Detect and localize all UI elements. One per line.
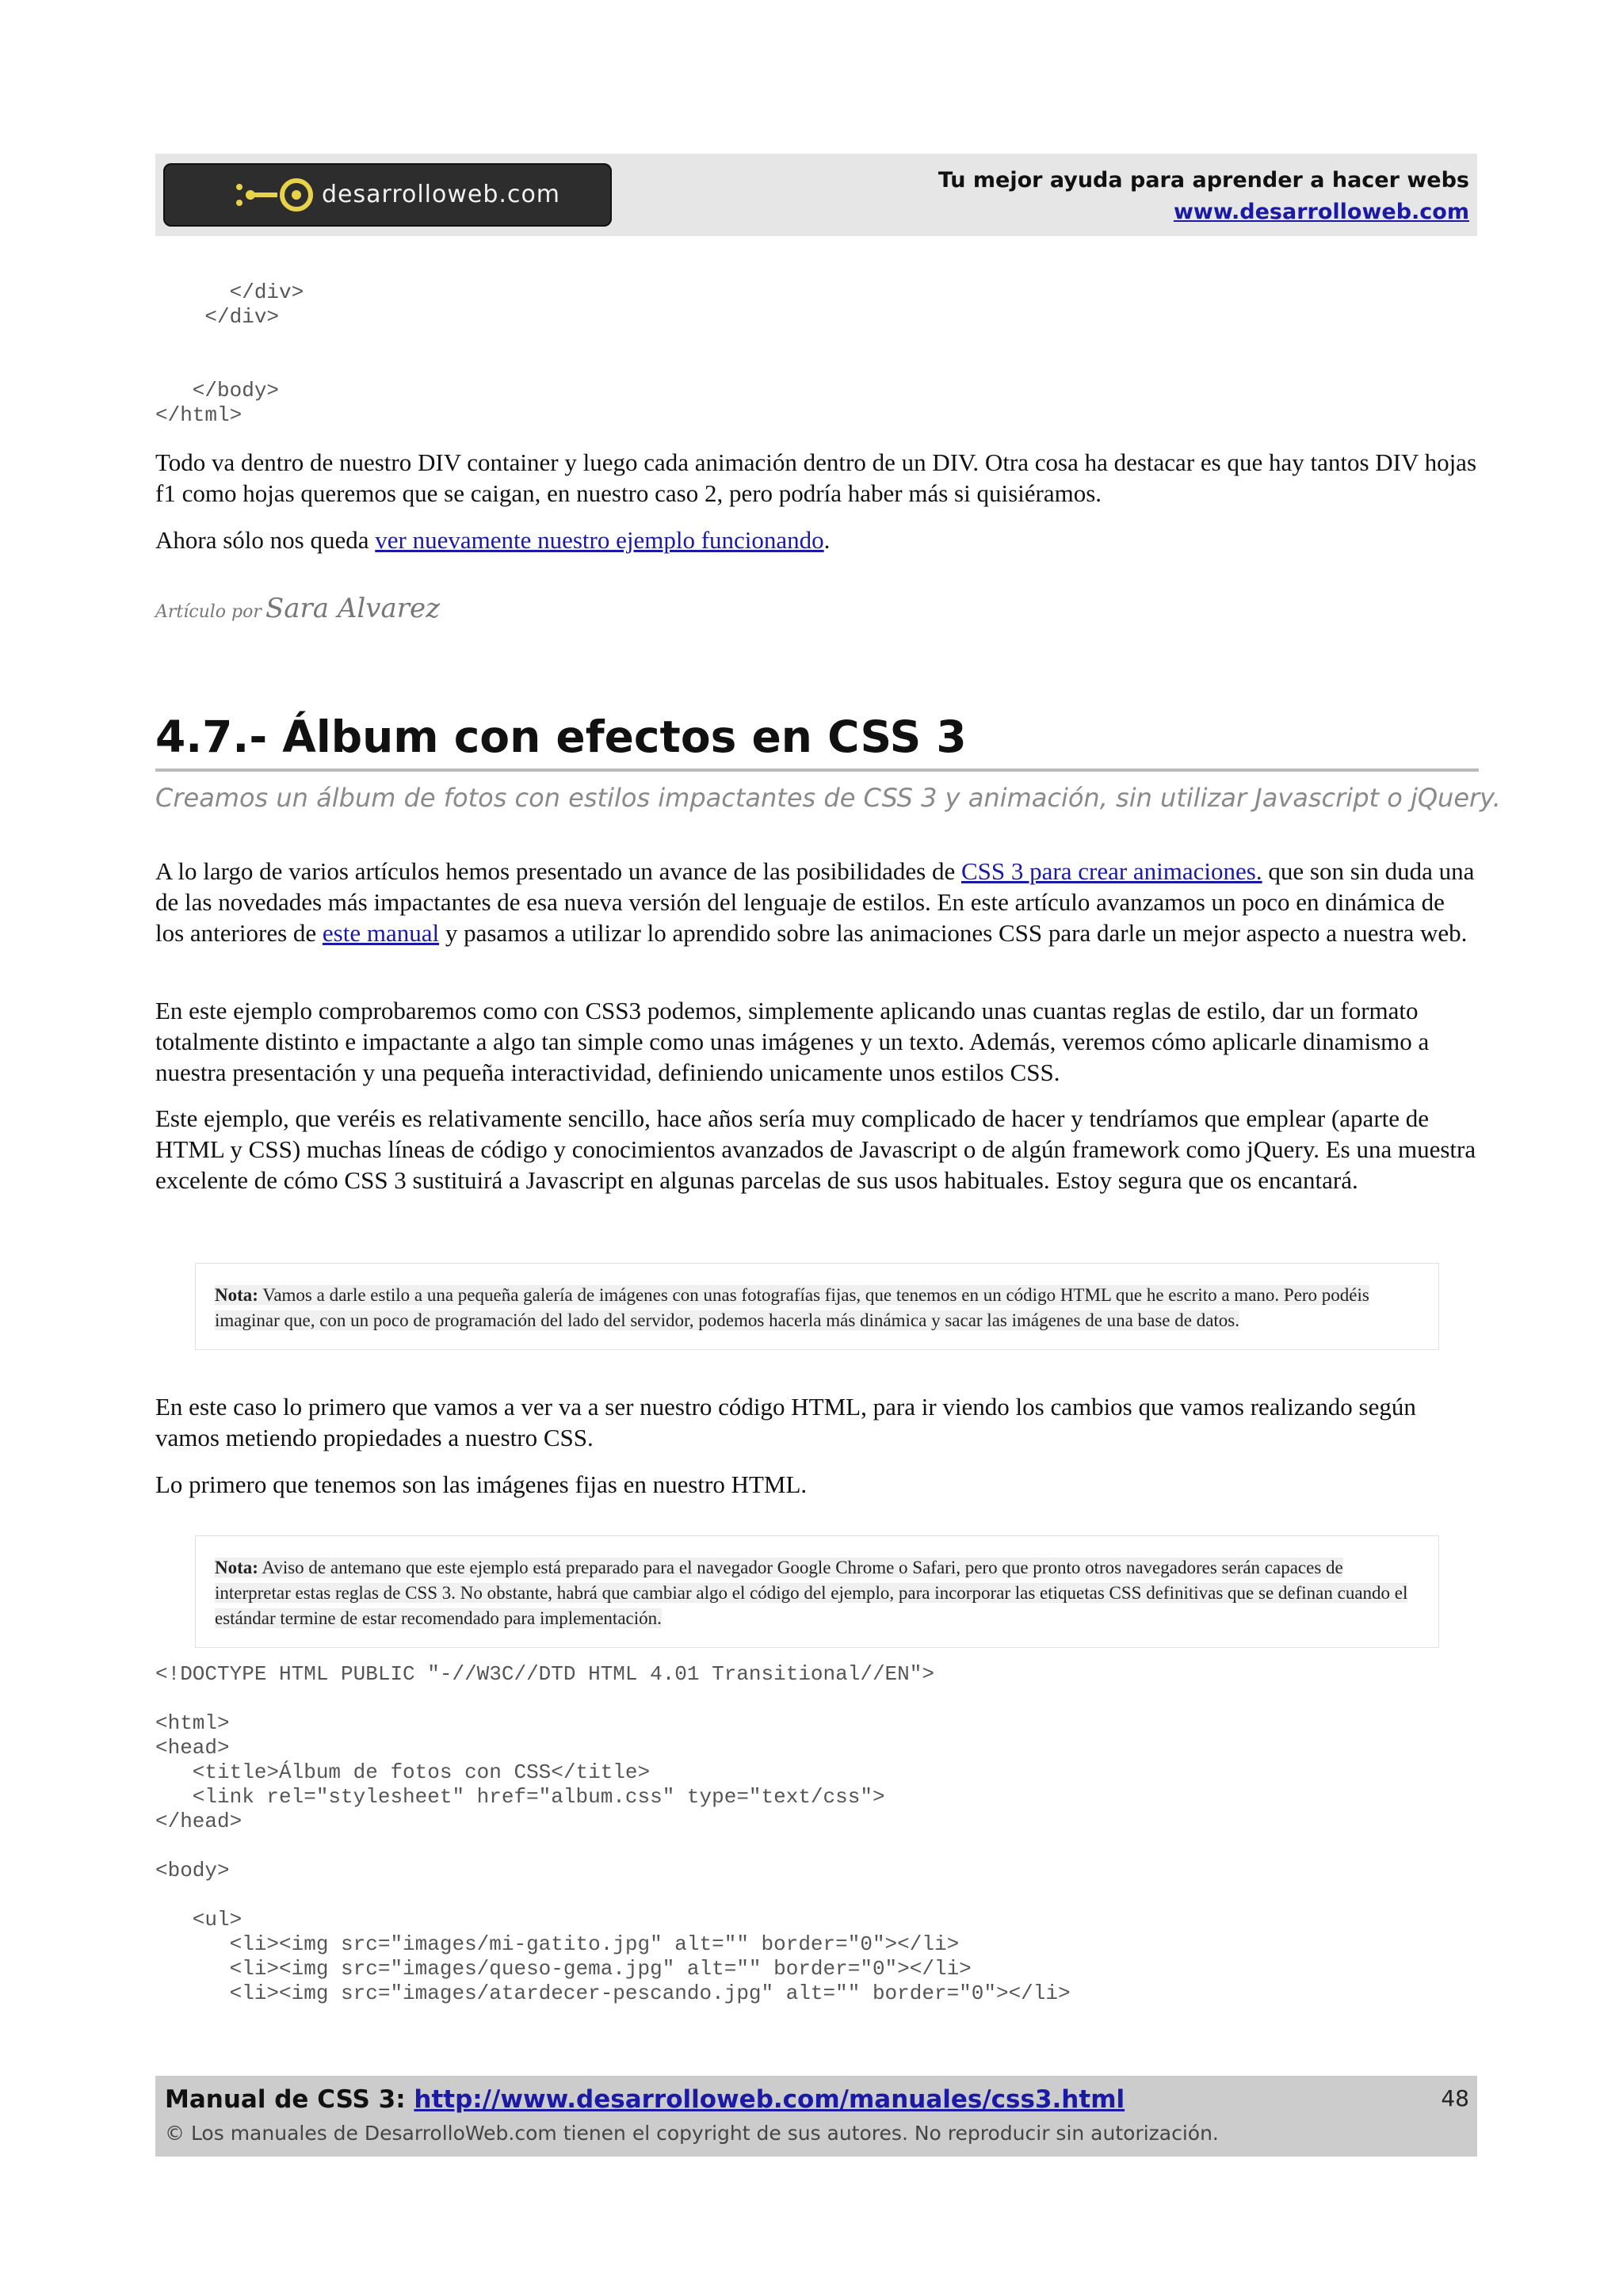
paragraph: Lo primero que tenemos son las imágenes fijas en nuestro HTML. <box>155 1470 808 1498</box>
code-snippet-top: </div> </div> </body> </html> <box>155 280 304 427</box>
footer-manual-link[interactable]: http://www.desarrolloweb.com/manuales/css3.html <box>414 2085 1125 2114</box>
section-title: 4.7.- Álbum con efectos en CSS 3 <box>155 711 967 762</box>
text: . <box>823 526 831 554</box>
logo-text: desarrolloweb.com <box>322 181 561 208</box>
footer-title-prefix: Manual de CSS 3: <box>165 2085 414 2114</box>
header-tagline <box>938 165 1469 228</box>
page-header <box>155 154 1477 236</box>
page-footer <box>155 2076 1477 2157</box>
manual-link[interactable]: este manual <box>322 919 440 947</box>
page-number: 48 <box>1441 2085 1469 2111</box>
note-label: Nota: <box>215 1558 258 1577</box>
byline-author: Sara Alvarez <box>265 593 441 624</box>
footer-title <box>165 2085 1125 2114</box>
article-byline <box>155 593 440 624</box>
note-body: Vamos a darle estilo a una pequeña galería de imágenes con unas fotografías fijas, que tenemos en un código HTML que he escrito a mano. Pero podéis imaginar que, con un poco de programación del lado del servidor, podemos hacerla más dinámica y sacar las imágenes de una base de datos. <box>215 1285 1369 1330</box>
text: y pasamos a utilizar lo aprendido sobre las animaciones CSS para darle un mejor aspecto a nuestra web. <box>439 919 1468 947</box>
tagline-text: Tu mejor ayuda para aprender a hacer webs <box>938 168 1469 193</box>
tagline-link[interactable]: www.desarrolloweb.com <box>1173 200 1469 224</box>
site-logo[interactable] <box>163 163 612 227</box>
paragraph: Este ejemplo, que veréis es relativamente sencillo, hace años sería muy complicado de hacer y tendríamos que emplear (aparte de HTML y CSS) muchas líneas de código y conocimientos avanzados de Javascript o de algún framework como jQuery. Es una muestra excelente de cómo CSS 3 sustituirá a Javascript en algunas parcelas de sus usos habituales. Estoy segura que os encantará. <box>155 1104 1476 1194</box>
footer-copyright: © Los manuales de DesarrolloWeb.com tienen el copyright de sus autores. No reproducir sin autorización. <box>165 2122 1219 2145</box>
text: que son sin duda una de las novedades más impactantes de esa nueva versión del lenguaje de estilos. En este artículo avanzamos un poco en dinámica de los anteriores de <box>155 857 1475 947</box>
paragraph: En este caso lo primero que vamos a ver va a ser nuestro código HTML, para ir viendo los cambios que vamos realizando según vamos metiendo propiedades a nuestro CSS. <box>155 1393 1416 1451</box>
byline-prefix: Artículo por <box>155 602 262 622</box>
section-divider <box>155 769 1479 772</box>
note-box <box>195 1535 1439 1648</box>
paragraph <box>155 856 1479 948</box>
note-box <box>195 1263 1439 1350</box>
text: Ahora sólo nos queda <box>155 526 376 554</box>
note-text <box>215 1283 1419 1333</box>
css3-animations-link[interactable]: CSS 3 para crear animaciones. <box>961 857 1262 885</box>
section-subtitle: Creamos un álbum de fotos con estilos impactantes de CSS 3 y animación, sin utilizar Javascript o jQuery. <box>155 783 1501 813</box>
paragraph <box>155 524 1479 555</box>
note-body: Aviso de antemano que este ejemplo está preparado para el navegador Google Chrome o Safari, pero que pronto otros navegadores serán capaces de interpretar estas reglas de CSS 3. No obstante, habrá que cambiar algo el código del ejemplo, para incorporar las etiquetas CSS definitivas que se definan cuando el estándar termine de estar recomendado para implementación. <box>215 1558 1408 1628</box>
paragraph: En este ejemplo comprobaremos como con CSS3 podemos, simplemente aplicando unas cuantas reglas de estilo, dar un formato totalmente distinto e impactante a algo tan simple como unas imágenes y un texto. Además, veremos cómo aplicarle dinamismo a nuestra presentación y una pequeña interactividad, definiendo unicamente unos estilos CSS. <box>155 997 1430 1086</box>
note-text <box>215 1555 1419 1631</box>
note-label: Nota: <box>215 1285 258 1305</box>
paragraph: Todo va dentro de nuestro DIV container y luego cada animación dentro de un DIV. Otra cosa ha destacar es que hay tantos DIV hojas f1 como hojas queremos que se caigan, en nuestro caso 2, pero podría haber más si quisiéramos. <box>155 448 1477 507</box>
example-link[interactable]: ver nuevamente nuestro ejemplo funcionando <box>375 526 824 554</box>
code-snippet-html: <!DOCTYPE HTML PUBLIC "-//W3C//DTD HTML 4.01 Transitional//EN"> <html> <head> <title>Álbum de fotos con CSS</title> <link rel="stylesheet" href="album.css" type="text/css"> </head> <body> <ul> <li><img src="images/mi-gatito.jpg" alt="" border="0"></li> <li><img src="images/queso-gema.jpg" alt="" border="0"></li> <li><img src="images/atardecer-pescando.jpg" alt="" border="0"></li> <box>155 1662 1071 2005</box>
text: A lo largo de varios artículos hemos presentado un avance de las posibilidades de <box>155 857 961 885</box>
